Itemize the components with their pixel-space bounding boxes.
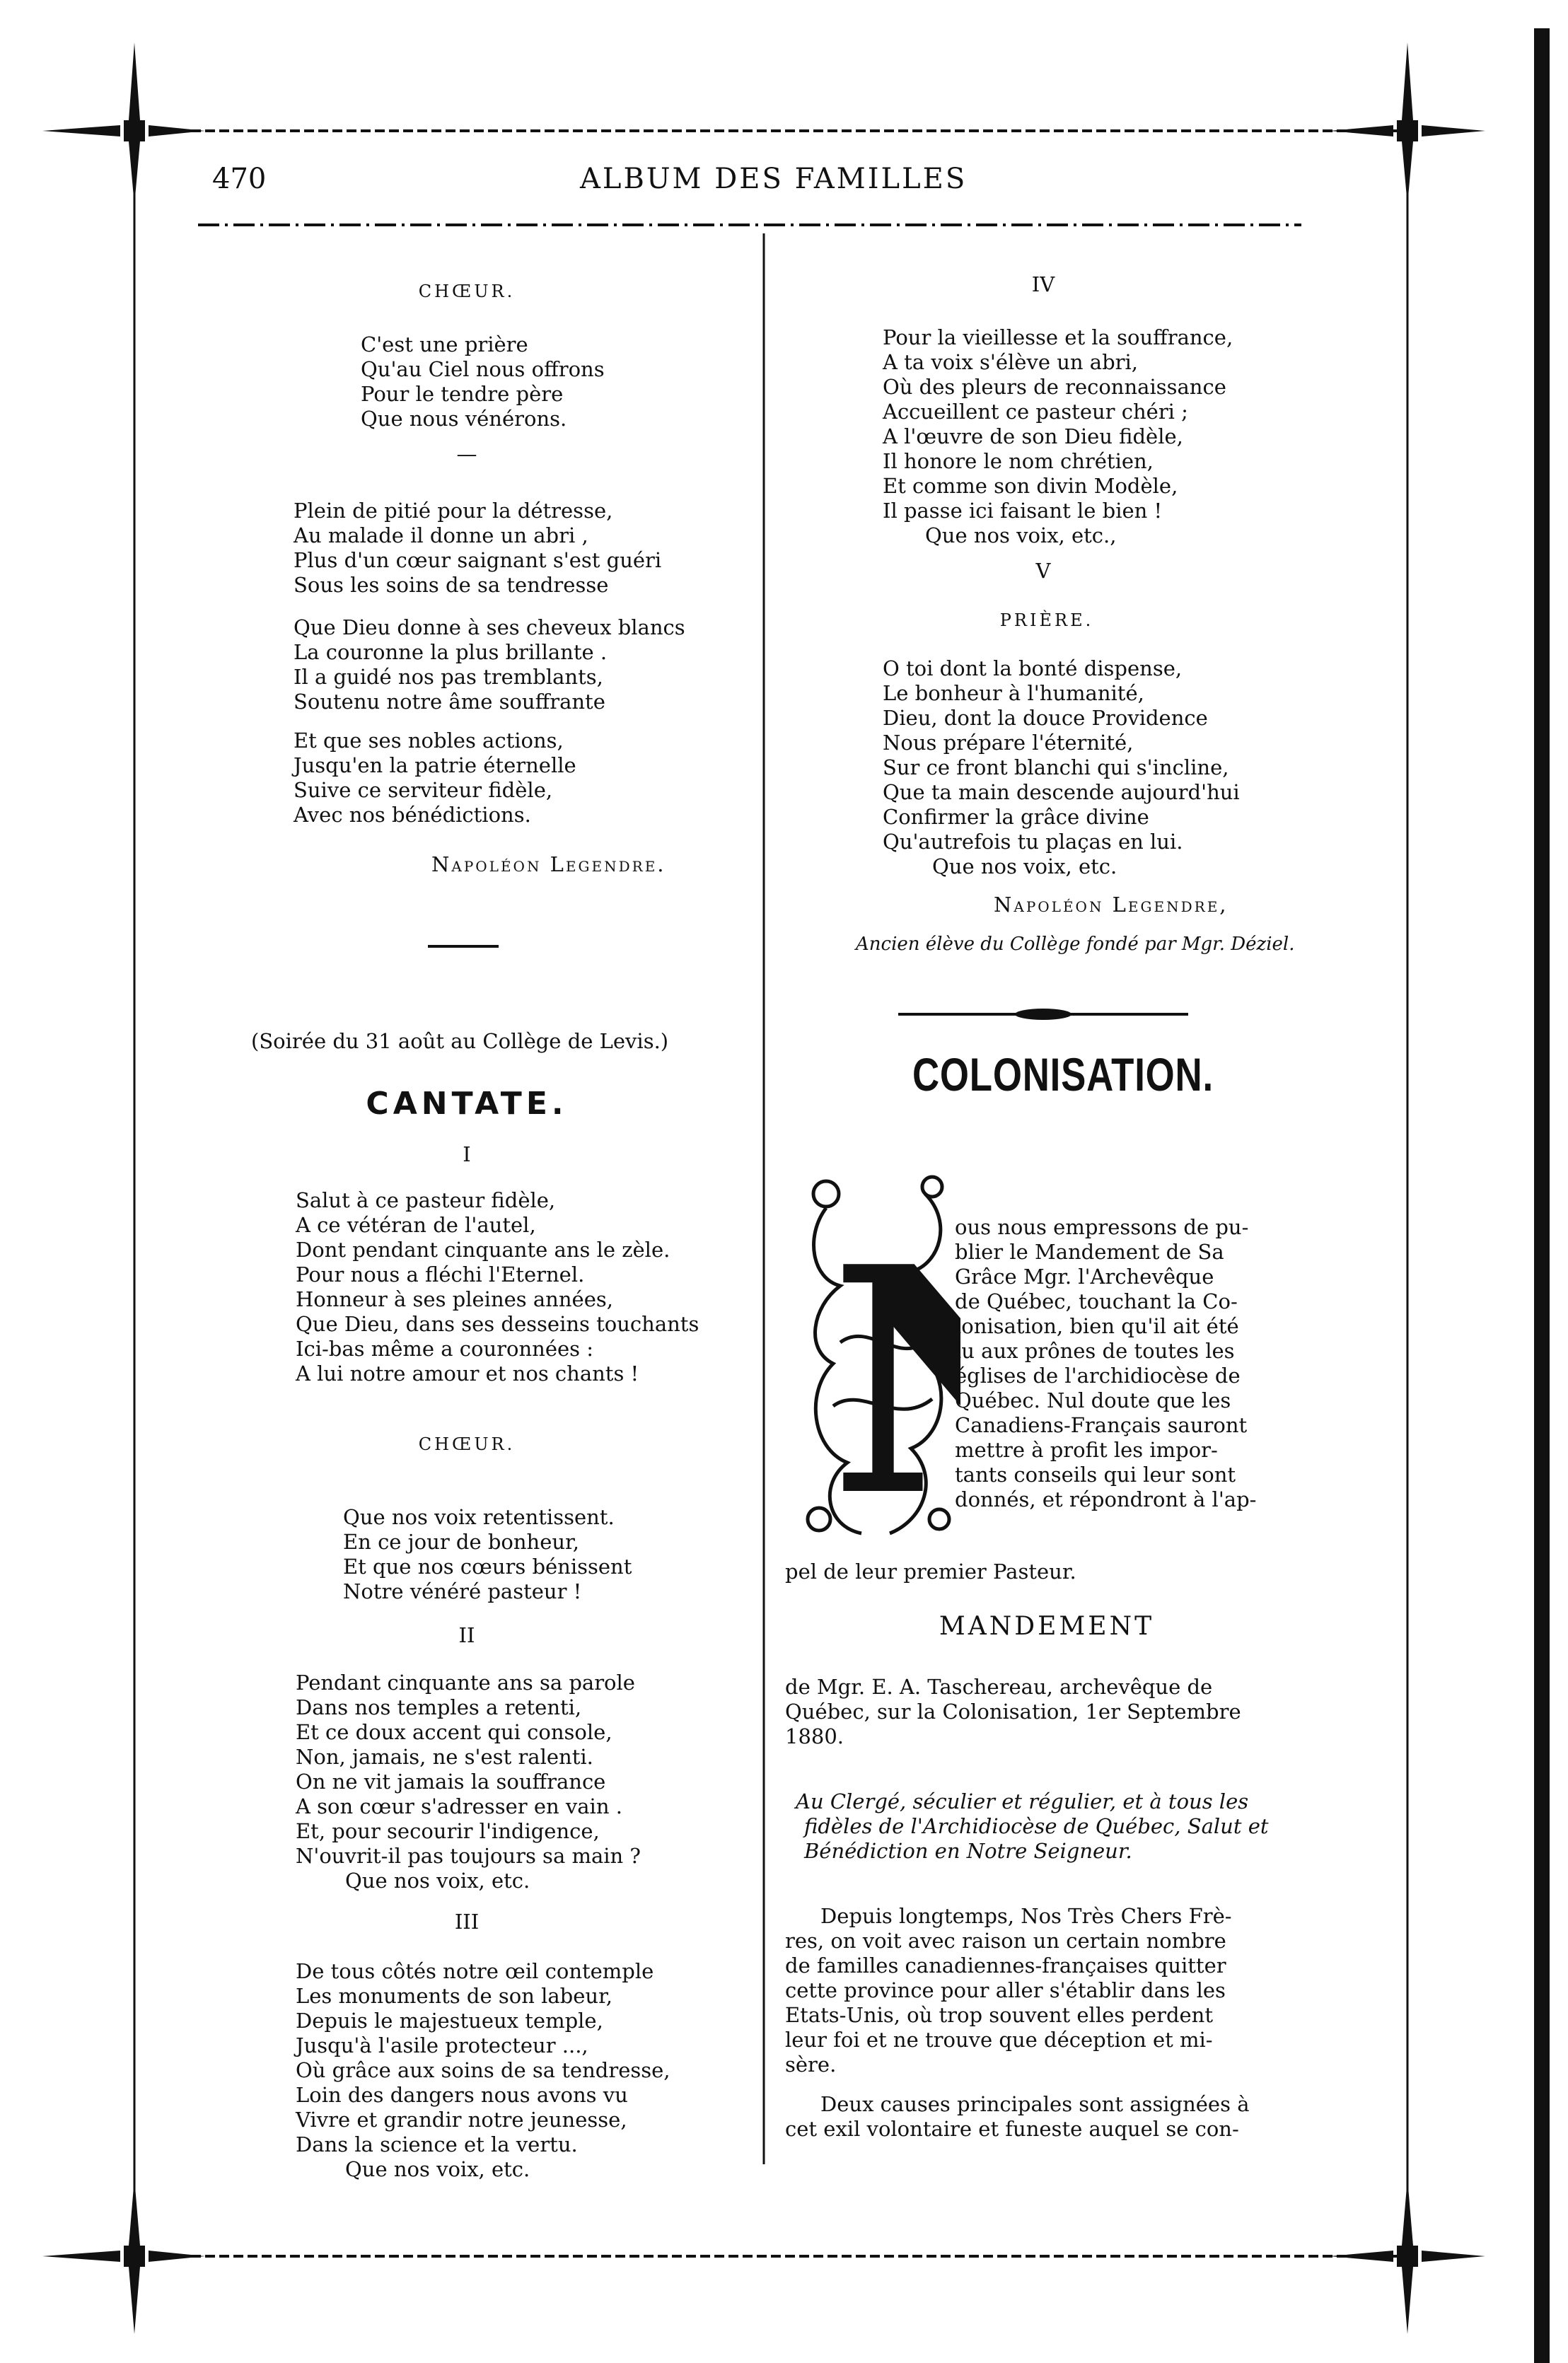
verse-line: Et que ses nobles actions, — [294, 728, 564, 753]
verse-line: Que nous vénérons. — [361, 407, 567, 431]
text-line: cet exil volontaire et funeste auquel se con- — [785, 2117, 1239, 2141]
verse-line: Jusqu'en la patrie éternelle — [294, 753, 576, 777]
section-dash: — — [456, 442, 477, 466]
choeur-stanza-2 — [343, 1505, 632, 1604]
text-line: fidèles de l'Archidiocèse de Québec, Salut et — [804, 1814, 1269, 1838]
text-line: cette province pour aller s'établir dans les — [785, 1978, 1226, 2002]
text-line: 1880. — [785, 1724, 844, 1748]
verse-line: Plein de pitié pour la détresse, — [294, 499, 613, 523]
verse-line: En ce jour de bonheur, — [343, 1530, 579, 1554]
signature-note: Ancien élève du Collège fondé par Mgr. Déziel. — [856, 934, 1295, 955]
verse-line: Vivre et grandir notre jeunesse, — [296, 2108, 627, 2132]
verse-line: Où grâce aux soins de sa tendresse, — [296, 2058, 670, 2082]
mandement-body-p2 — [785, 2092, 1330, 2142]
text-line: Canadiens-Français sauront — [955, 1413, 1248, 1437]
verse-line: Soutenu notre âme souffrante — [294, 690, 605, 714]
verse-line: Que Dieu, dans ses desseins touchants — [296, 1312, 699, 1336]
verse-line: Dans nos temples a retenti, — [296, 1695, 582, 1719]
cantate-part-1 — [296, 1188, 699, 1386]
verse-line: Salut à ce pasteur fidèle, — [296, 1188, 556, 1212]
verse-line: La couronne la plus brillante . — [294, 640, 608, 664]
part-label-3: III — [454, 1910, 480, 1934]
verse-line: Jusqu'à l'asile protecteur ..., — [296, 2033, 588, 2057]
text-line: églises de l'archidiocèse de — [955, 1364, 1241, 1388]
verse-line: Qu'au Ciel nous offrons — [361, 357, 605, 381]
text-line: ous nous empressons de pu- — [955, 1215, 1249, 1239]
verse-line: A l'œuvre de son Dieu fidèle, — [883, 424, 1183, 448]
verse-line: Dans la science et la vertu. — [296, 2132, 578, 2156]
verse-line: Et comme son divin Modèle, — [883, 474, 1178, 498]
verse-line: Que Dieu donne à ses cheveux blancs — [294, 615, 685, 639]
stanza-c — [294, 728, 576, 828]
verse-line: Honneur à ses pleines années, — [296, 1287, 613, 1311]
text-line: de familles canadiennes-françaises quitter — [785, 1953, 1226, 1978]
verse-line: Et que nos cœurs bénissent — [343, 1555, 632, 1579]
text-line: donnés, et répondront à l'ap- — [955, 1487, 1257, 1511]
refrain-line: Que nos voix, etc. — [345, 1869, 530, 1893]
verse-line: Notre vénéré pasteur ! — [343, 1579, 582, 1603]
signature-left: Napoléon Legendre. — [431, 852, 666, 876]
intro-paragraph — [955, 1215, 1323, 1512]
text-line: res, on voit avec raison un certain nombre — [785, 1929, 1226, 1953]
text-line: sère. — [785, 2053, 837, 2077]
verse-line: Ici-bas même a couronnées : — [296, 1337, 594, 1361]
verse-line: Que ta main descende aujourd'hui — [883, 780, 1240, 804]
mandement-title: MANDEMENT — [939, 1612, 1155, 1641]
refrain-line: Que nos voix, etc. — [932, 854, 1117, 878]
verse-line: Dont pendant cinquante ans le zèle. — [296, 1238, 670, 1262]
verse-line: Pendant cinquante ans sa parole — [296, 1671, 635, 1695]
text-line: Etats-Unis, où trop souvent elles perdent — [785, 2003, 1214, 2027]
verse-line: Dieu, dont la douce Providence — [883, 706, 1208, 730]
verse-line: Et ce doux accent qui console, — [296, 1720, 612, 1744]
verse-line: Pour le tendre père — [361, 382, 564, 406]
refrain-line: Que nos voix, etc. — [345, 2157, 530, 2181]
colonisation-title: COLONISATION. — [912, 1048, 1214, 1101]
text-line: blier le Mandement de Sa — [955, 1240, 1224, 1264]
verse-line: Il a guidé nos pas tremblants, — [294, 665, 603, 689]
verse-line: Où des pleurs de reconnaissance — [883, 375, 1226, 399]
svg-text:N — [830, 1199, 960, 1555]
verse-line: Suive ce serviteur fidèle, — [294, 778, 553, 802]
verse-line: Accueillent ce pasteur chéri ; — [883, 400, 1188, 424]
verse-line: A ta voix s'élève un abri, — [883, 350, 1139, 374]
verse-line: N'ouvrit-il pas toujours sa main ? — [296, 1844, 641, 1868]
verse-line: A lui notre amour et nos chants ! — [296, 1362, 639, 1386]
part-label-4: IV — [1031, 272, 1055, 296]
text-line: Depuis longtemps, Nos Très Chers Frè- — [820, 1904, 1232, 1928]
text-line: de Québec, touchant la Co- — [955, 1289, 1238, 1313]
signature-right: Napoléon Legendre, — [994, 893, 1229, 917]
cantate-part-3 — [296, 1959, 670, 2182]
text-line: de Mgr. E. A. Taschereau, archevêque de — [785, 1675, 1213, 1699]
text-line: leur foi et ne trouve que déception et mi- — [785, 2028, 1213, 2052]
text-line: Grâce Mgr. l'Archevêque — [955, 1265, 1214, 1289]
verse-line: Pour la vieillesse et la souffrance, — [883, 325, 1233, 349]
stanza-b — [294, 615, 685, 714]
cantate-title: CANTATE. — [366, 1086, 568, 1122]
text-line: Québec, sur la Colonisation, 1er Septembre — [785, 1700, 1241, 1724]
address-block — [796, 1789, 1333, 1864]
cantate-part-2 — [296, 1671, 641, 1893]
running-title: ALBUM DES FAMILLES — [580, 163, 968, 195]
verse-line: Sous les soins de sa tendresse — [294, 573, 609, 597]
mandement-body-p1 — [785, 1904, 1330, 2077]
mandement-intro — [785, 1675, 1323, 1749]
verse-line: Au malade il donne un abri , — [294, 523, 588, 547]
verse-line: A son cœur s'adresser en vain . — [296, 1794, 622, 1818]
verse-line: Les monuments de son labeur, — [296, 1984, 612, 2008]
text-line: Au Clergé, séculier et régulier, et à tous les — [796, 1789, 1249, 1813]
text-line: Bénédiction en Notre Seigneur. — [804, 1839, 1132, 1863]
verse-line: Il passe ici faisant le bien ! — [883, 499, 1163, 523]
verse-line: Avec nos bénédictions. — [294, 803, 531, 827]
text-line: tants conseils qui leur sont — [955, 1463, 1236, 1487]
verse-line: On ne vit jamais la souffrance — [296, 1770, 606, 1794]
priere-label: PRIÈRE. — [999, 610, 1094, 630]
page-header — [212, 163, 1344, 205]
text-line: mettre à profit les impor- — [955, 1438, 1218, 1462]
verse-line: Sur ce front blanchi qui s'incline, — [883, 755, 1229, 779]
verse-line: Nous prépare l'éternité, — [883, 731, 1134, 755]
verse-line: Le bonheur à l'humanité, — [883, 681, 1144, 705]
verse-line: Qu'autrefois tu plaças en lui. — [883, 830, 1183, 854]
part-label-5: V — [1035, 559, 1051, 583]
ornamental-dropcap — [798, 1166, 960, 1555]
choeur-stanza-1 — [361, 332, 605, 431]
verse-line: De tous côtés notre œil contemple — [296, 1959, 654, 1983]
part-label-1: I — [463, 1142, 471, 1166]
intro-last-line: pel de leur premier Pasteur. — [785, 1560, 1076, 1584]
verse-line: A ce vétéran de l'autel, — [296, 1213, 536, 1237]
dropcap-ornament-icon — [798, 1166, 960, 1555]
refrain-line: Que nos voix, etc., — [925, 523, 1117, 547]
choeur-label-2: CHŒUR. — [418, 1434, 516, 1454]
choeur-label-1: CHŒUR. — [418, 281, 516, 301]
verse-line: Et, pour secourir l'indigence, — [296, 1819, 600, 1843]
verse-line: Il honore le nom chrétien, — [883, 449, 1154, 473]
text-line: Deux causes principales sont assignées à — [820, 2092, 1250, 2116]
text-line: Québec. Nul doute que les — [955, 1388, 1231, 1412]
text-line: lonisation, bien qu'il ait été — [955, 1314, 1239, 1338]
cantate-part-4 — [883, 325, 1233, 548]
verse-line: Plus d'un cœur saignant s'est guéri — [294, 548, 662, 572]
verse-line: Pour nous a fléchi l'Eternel. — [296, 1262, 585, 1287]
verse-line: Non, jamais, ne s'est ralenti. — [296, 1745, 593, 1769]
priere-stanza — [883, 656, 1240, 879]
verse-line: Confirmer la grâce divine — [883, 805, 1149, 829]
verse-line: Que nos voix retentissent. — [343, 1505, 615, 1529]
text-line: lu aux prônes de toutes les — [955, 1339, 1235, 1363]
stanza-a — [294, 499, 661, 598]
verse-line: O toi dont la bonté dispense, — [883, 656, 1183, 680]
occasion-note: (Soirée du 31 août au Collège de Levis.) — [251, 1029, 669, 1053]
part-label-2: II — [458, 1623, 475, 1647]
page-number: 470 — [212, 163, 267, 195]
verse-line: Depuis le majestueux temple, — [296, 2009, 603, 2033]
verse-line: Loin des dangers nous avons vu — [296, 2083, 628, 2107]
verse-line: C'est une prière — [361, 332, 528, 356]
